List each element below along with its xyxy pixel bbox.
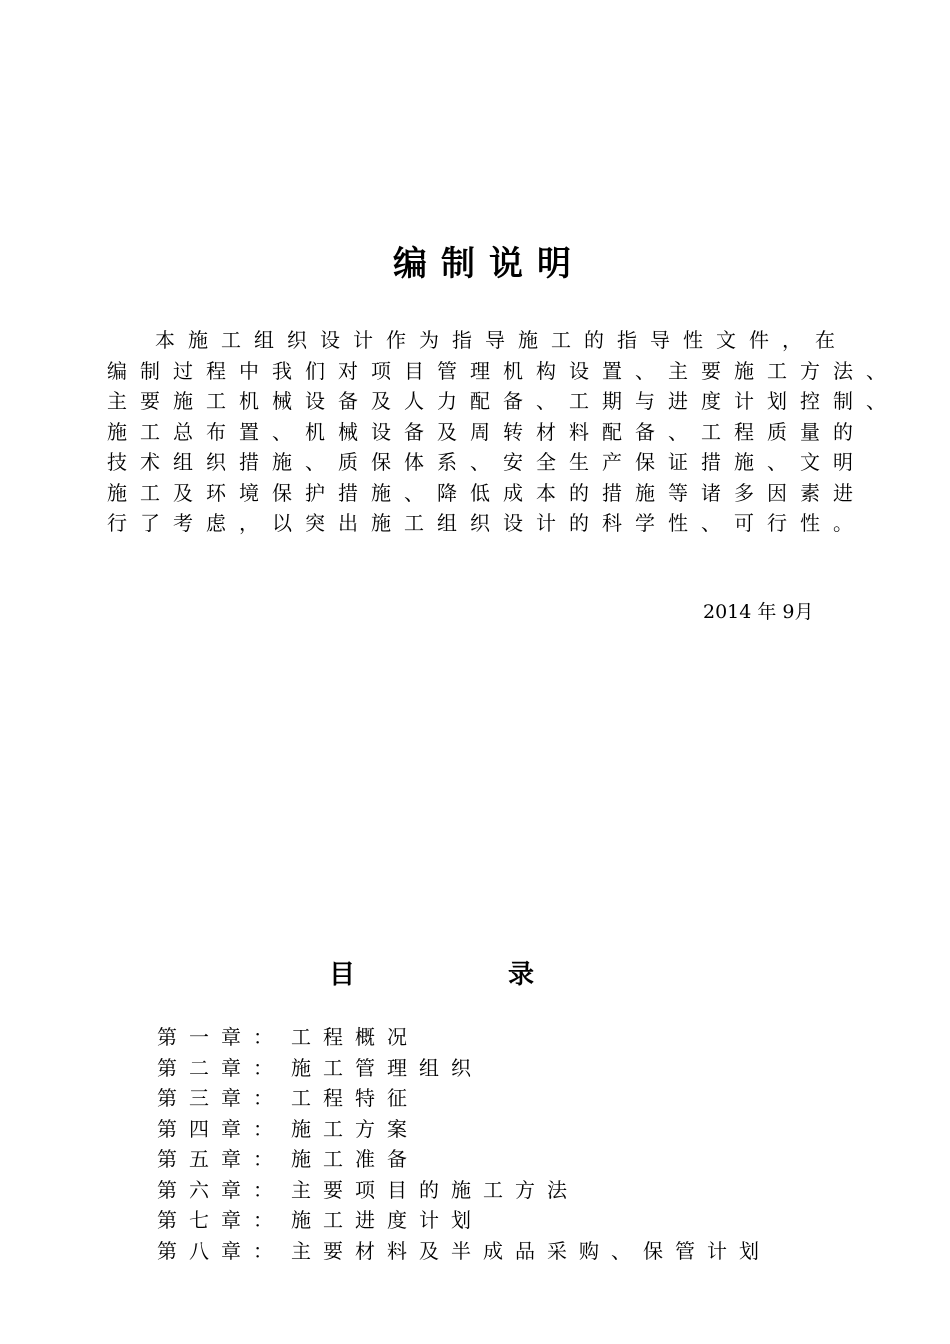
toc-item-number: 第六章： [157,1177,285,1202]
toc-item-number: 第三章： [157,1086,285,1110]
toc-item-name: 工程特征 [291,1086,419,1110]
paragraph-line: 行了考虑，以突出施工组织设计的科学性、可行性。 [107,511,866,535]
toc-item[interactable] [157,1144,857,1175]
toc-item[interactable] [157,1114,857,1145]
toc-item-name: 工程概况 [291,1025,419,1049]
paragraph-line: 施工及环境保护措施、降低成本的措施等诸多因素进 [107,480,866,505]
toc-item-name: 主要项目的施工方法 [291,1177,579,1202]
paragraph-line: 本施工组织设计作为指导施工的指导性文件，在 [155,328,848,352]
paragraph-line: 施工总布置、机械设备及周转材料配备、工程质量的 [107,419,866,444]
toc-item[interactable] [157,1053,857,1084]
paragraph-line: 主要施工机械设备及人力配备、工期与进度计划控制、 [107,389,899,413]
table-of-contents [157,1022,857,1266]
toc-item-name: 施工管理组织 [291,1055,483,1080]
document-date: 2014 年 9月 [703,601,814,623]
toc-item-name: 施工进度计划 [291,1208,483,1232]
paragraph-line: 技术组织措施、质保体系、安全生产保证措施、文明 [107,450,866,474]
toc-item[interactable] [157,1236,857,1267]
toc-title-char: 录 [508,960,535,990]
toc-item-number: 第四章： [157,1116,285,1141]
toc-item-number: 第八章： [157,1238,285,1263]
toc-item[interactable] [157,1022,857,1053]
toc-item[interactable] [157,1175,857,1206]
document-title: 编制说明 [393,244,585,284]
toc-title-char: 目 [329,960,356,990]
toc-item[interactable] [157,1083,857,1114]
paragraph-line: 编制过程中我们对项目管理机构设置、主要施工方法、 [107,358,899,383]
toc-item-name: 施工方案 [291,1116,419,1141]
toc-item-number: 第二章： [157,1055,285,1080]
toc-item-number: 第七章： [157,1208,285,1232]
toc-item-number: 第一章： [157,1025,285,1049]
toc-item[interactable] [157,1205,857,1236]
description-paragraph [107,325,897,539]
toc-item-number: 第五章： [157,1147,285,1171]
toc-item-name: 主要材料及半成品采购、保管计划 [291,1238,771,1263]
toc-item-name: 施工准备 [291,1147,419,1171]
